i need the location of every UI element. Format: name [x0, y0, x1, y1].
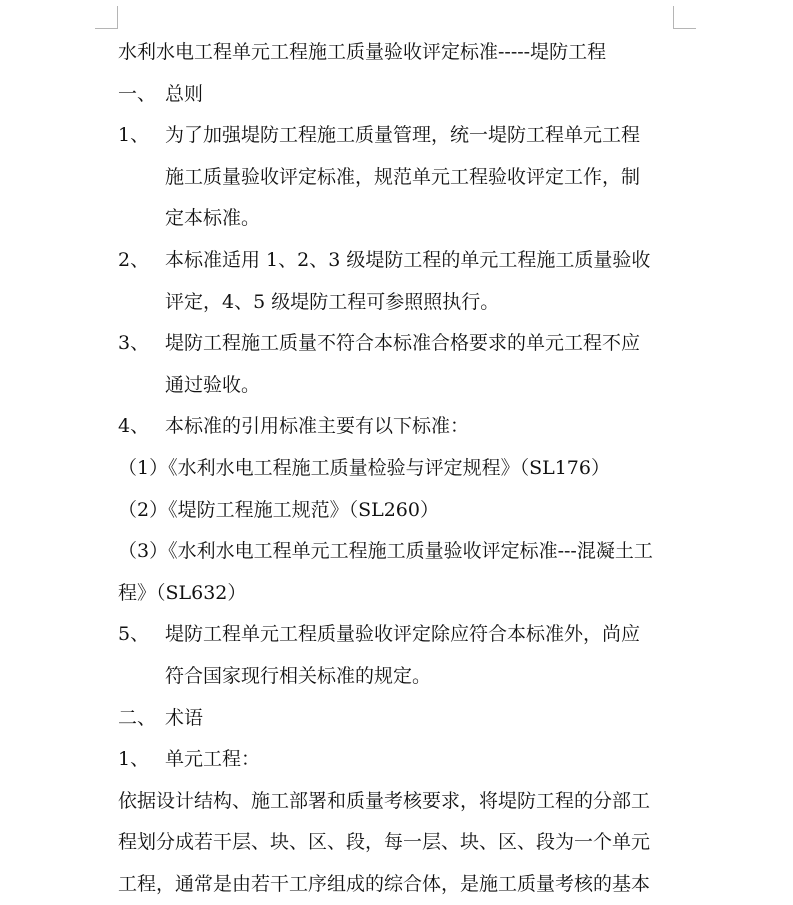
list-text: 堤防工程单元工程质量验收评定除应符合本标准外，尚应: [165, 623, 641, 646]
list-text: 本标准的引用标准主要有以下标准：: [165, 415, 470, 438]
section-heading-general: [118, 74, 674, 116]
margin-corner-mark-right: [673, 6, 696, 29]
list-item-1-continuation: 定本标准。: [165, 207, 261, 230]
reference-item-2: （2）《堤防工程施工规范》（SL260）: [118, 498, 439, 521]
paragraph-line: 依据设计结构、施工部署和质量考核要求，将堤防工程的分部工: [118, 789, 651, 812]
list-number: 1、: [118, 748, 150, 771]
reference-item-3: （3）《水利水电工程单元工程施工质量验收评定标准---混凝土工: [118, 540, 653, 563]
paragraph-line: 程划分成若干层、块、区、段，每一层、块、区、段为一个单元: [118, 831, 651, 854]
list-item-3: [118, 323, 674, 365]
list-number: 5、: [118, 623, 150, 646]
section-number: 一、: [118, 82, 157, 105]
document-title: 水利水电工程单元工程施工质量验收评定标准-----堤防工程: [118, 41, 607, 63]
list-text: 为了加强堤防工程施工质量管理，统一堤防工程单元工程: [165, 124, 641, 147]
list-number: 2、: [118, 248, 150, 271]
section-heading-terms: [118, 698, 674, 740]
list-text: 本标准适用 1、2、3 级堤防工程的单元工程施工质量验收: [165, 248, 651, 271]
reference-item-3-continuation: 程》（SL632）: [118, 581, 247, 604]
section-number: 二、: [118, 706, 157, 729]
list-item-1: [118, 115, 674, 157]
term-title: 单元工程：: [165, 748, 261, 771]
reference-item-1: （1）《水利水电工程施工质量检验与评定规程》（SL176）: [118, 456, 610, 479]
list-item-2: [118, 240, 674, 282]
list-item-2-continuation: 评定，4、5 级堤防工程可参照照执行。: [165, 290, 500, 313]
margin-corner-mark-left: [95, 6, 118, 29]
list-item-5: [118, 614, 674, 656]
term-item-1: [118, 739, 674, 781]
list-item-1-continuation: 施工质量验收评定标准，规范单元工程验收评定工作，制: [165, 165, 641, 188]
list-number: 4、: [118, 415, 150, 438]
list-item-3-continuation: 通过验收。: [165, 373, 261, 396]
paragraph-line: 工程，通常是由若干工序组成的综合体，是施工质量考核的基本: [118, 872, 651, 895]
list-item-4: [118, 406, 674, 448]
section-title: 总则: [165, 82, 204, 105]
list-text: 堤防工程施工质量不符合本标准合格要求的单元工程不应: [165, 332, 641, 355]
section-title: 术语: [165, 706, 204, 729]
document-body[interactable]: [118, 32, 674, 905]
list-number: 1、: [118, 124, 150, 147]
list-item-5-continuation: 符合国家现行相关标准的规定。: [165, 664, 432, 687]
list-number: 3、: [118, 332, 150, 355]
